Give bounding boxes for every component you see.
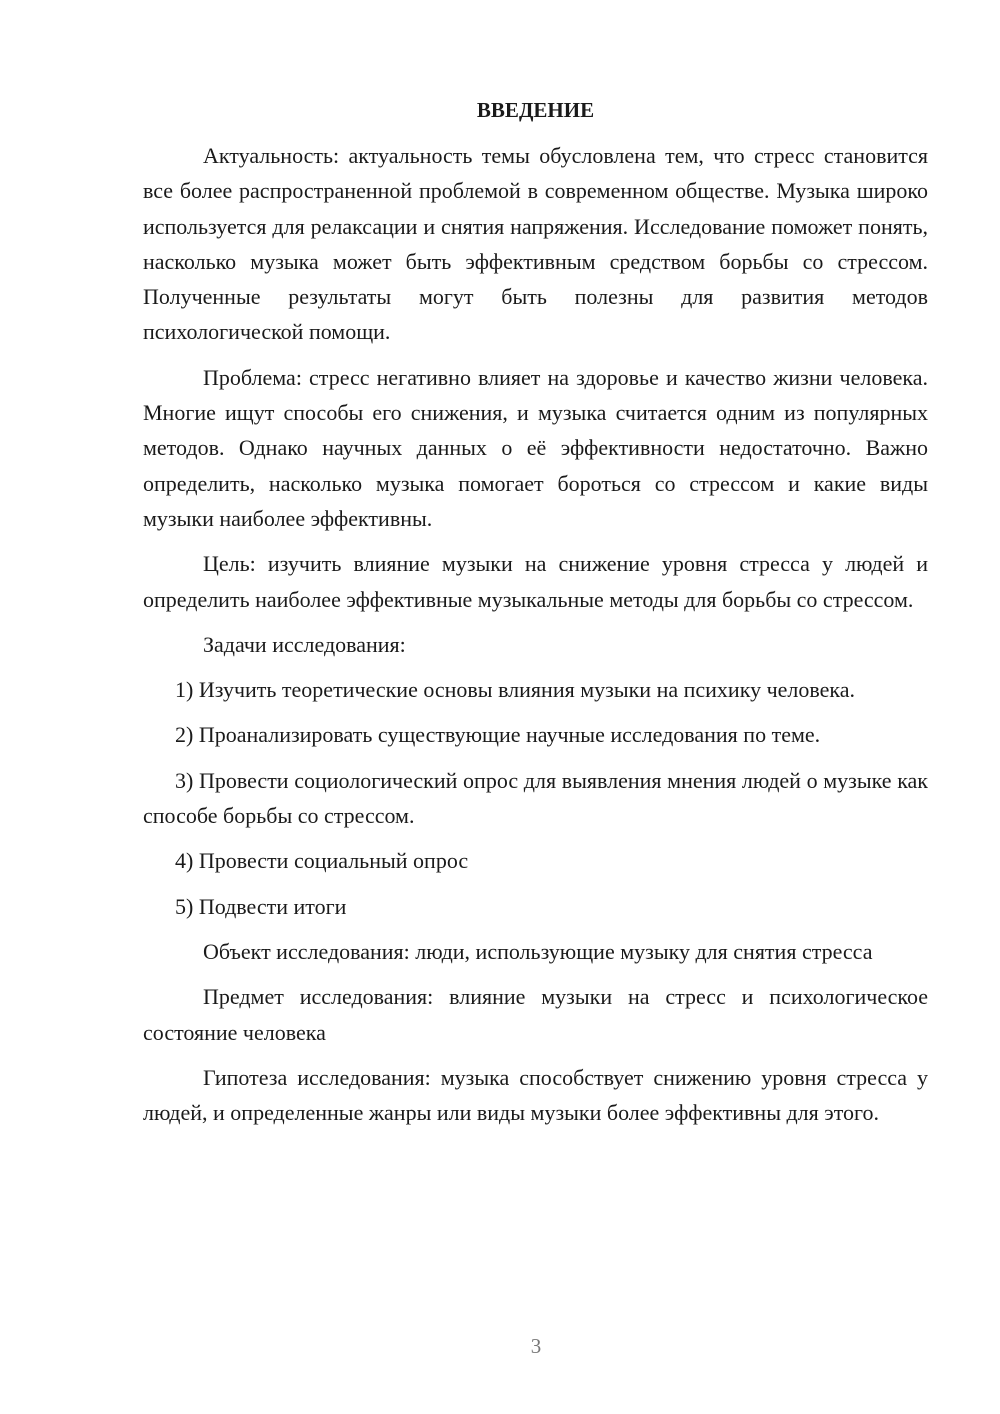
task-item-3: 3) Провести социологический опрос для выявления мнения людей о музыке как способе борьбы со стрессом. (143, 767, 928, 829)
goal-paragraph: Цель: изучить влияние музыки на снижение уровня стресса у людей и определить наиболее эффективные музыкальные методы для борьбы со стрессом. (143, 551, 928, 612)
tasks-heading: Задачи исследования: (203, 631, 406, 657)
hypothesis-paragraph: Гипотеза исследования: музыка способствует снижению уровня стресса у людей, и определенные жанры или виды музыки более эффективны для этого. (143, 1064, 928, 1126)
task-item-5: 5) Подвести итоги (175, 893, 347, 919)
task-item-1: 1) Изучить теоретические основы влияния музыки на психику человека. (175, 677, 856, 703)
page-content (143, 96, 928, 1130)
relevance-paragraph: Актуальность: актуальность темы обусловлена тем, что стресс становится все более распространенной проблемой в современном обществе. Музыка широко используется для релаксации и снятия напряжения. Исследование поможет понять, насколько музыка может быть эффективным средством борьбы со стрессом. Полученные результаты могут быть полезны для развития методов психологической помощи. (143, 143, 928, 345)
page-title: ВВЕДЕНИЕ (476, 98, 595, 122)
task-item-2: 2) Проанализировать существующие научные исследования по теме. (175, 722, 821, 748)
task-item-4: 4) Провести социальный опрос (175, 848, 469, 874)
subject-paragraph: Предмет исследования: влияние музыки на стресс и психологическое состояние человека (143, 984, 928, 1045)
object-paragraph: Объект исследования: люди, использующие музыку для снятия стресса (203, 938, 873, 964)
page-number: 3 (530, 1334, 542, 1358)
problem-paragraph: Проблема: стресс негативно влияет на здоровье и качество жизни человека. Многие ищут способы его снижения, и музыка считается одним из популярных методов. Однако научных данных о её эффективности недостаточно. Важно определить, насколько музыка помогает бороться со стрессом и какие виды музыки наиболее эффективны. (143, 364, 928, 531)
